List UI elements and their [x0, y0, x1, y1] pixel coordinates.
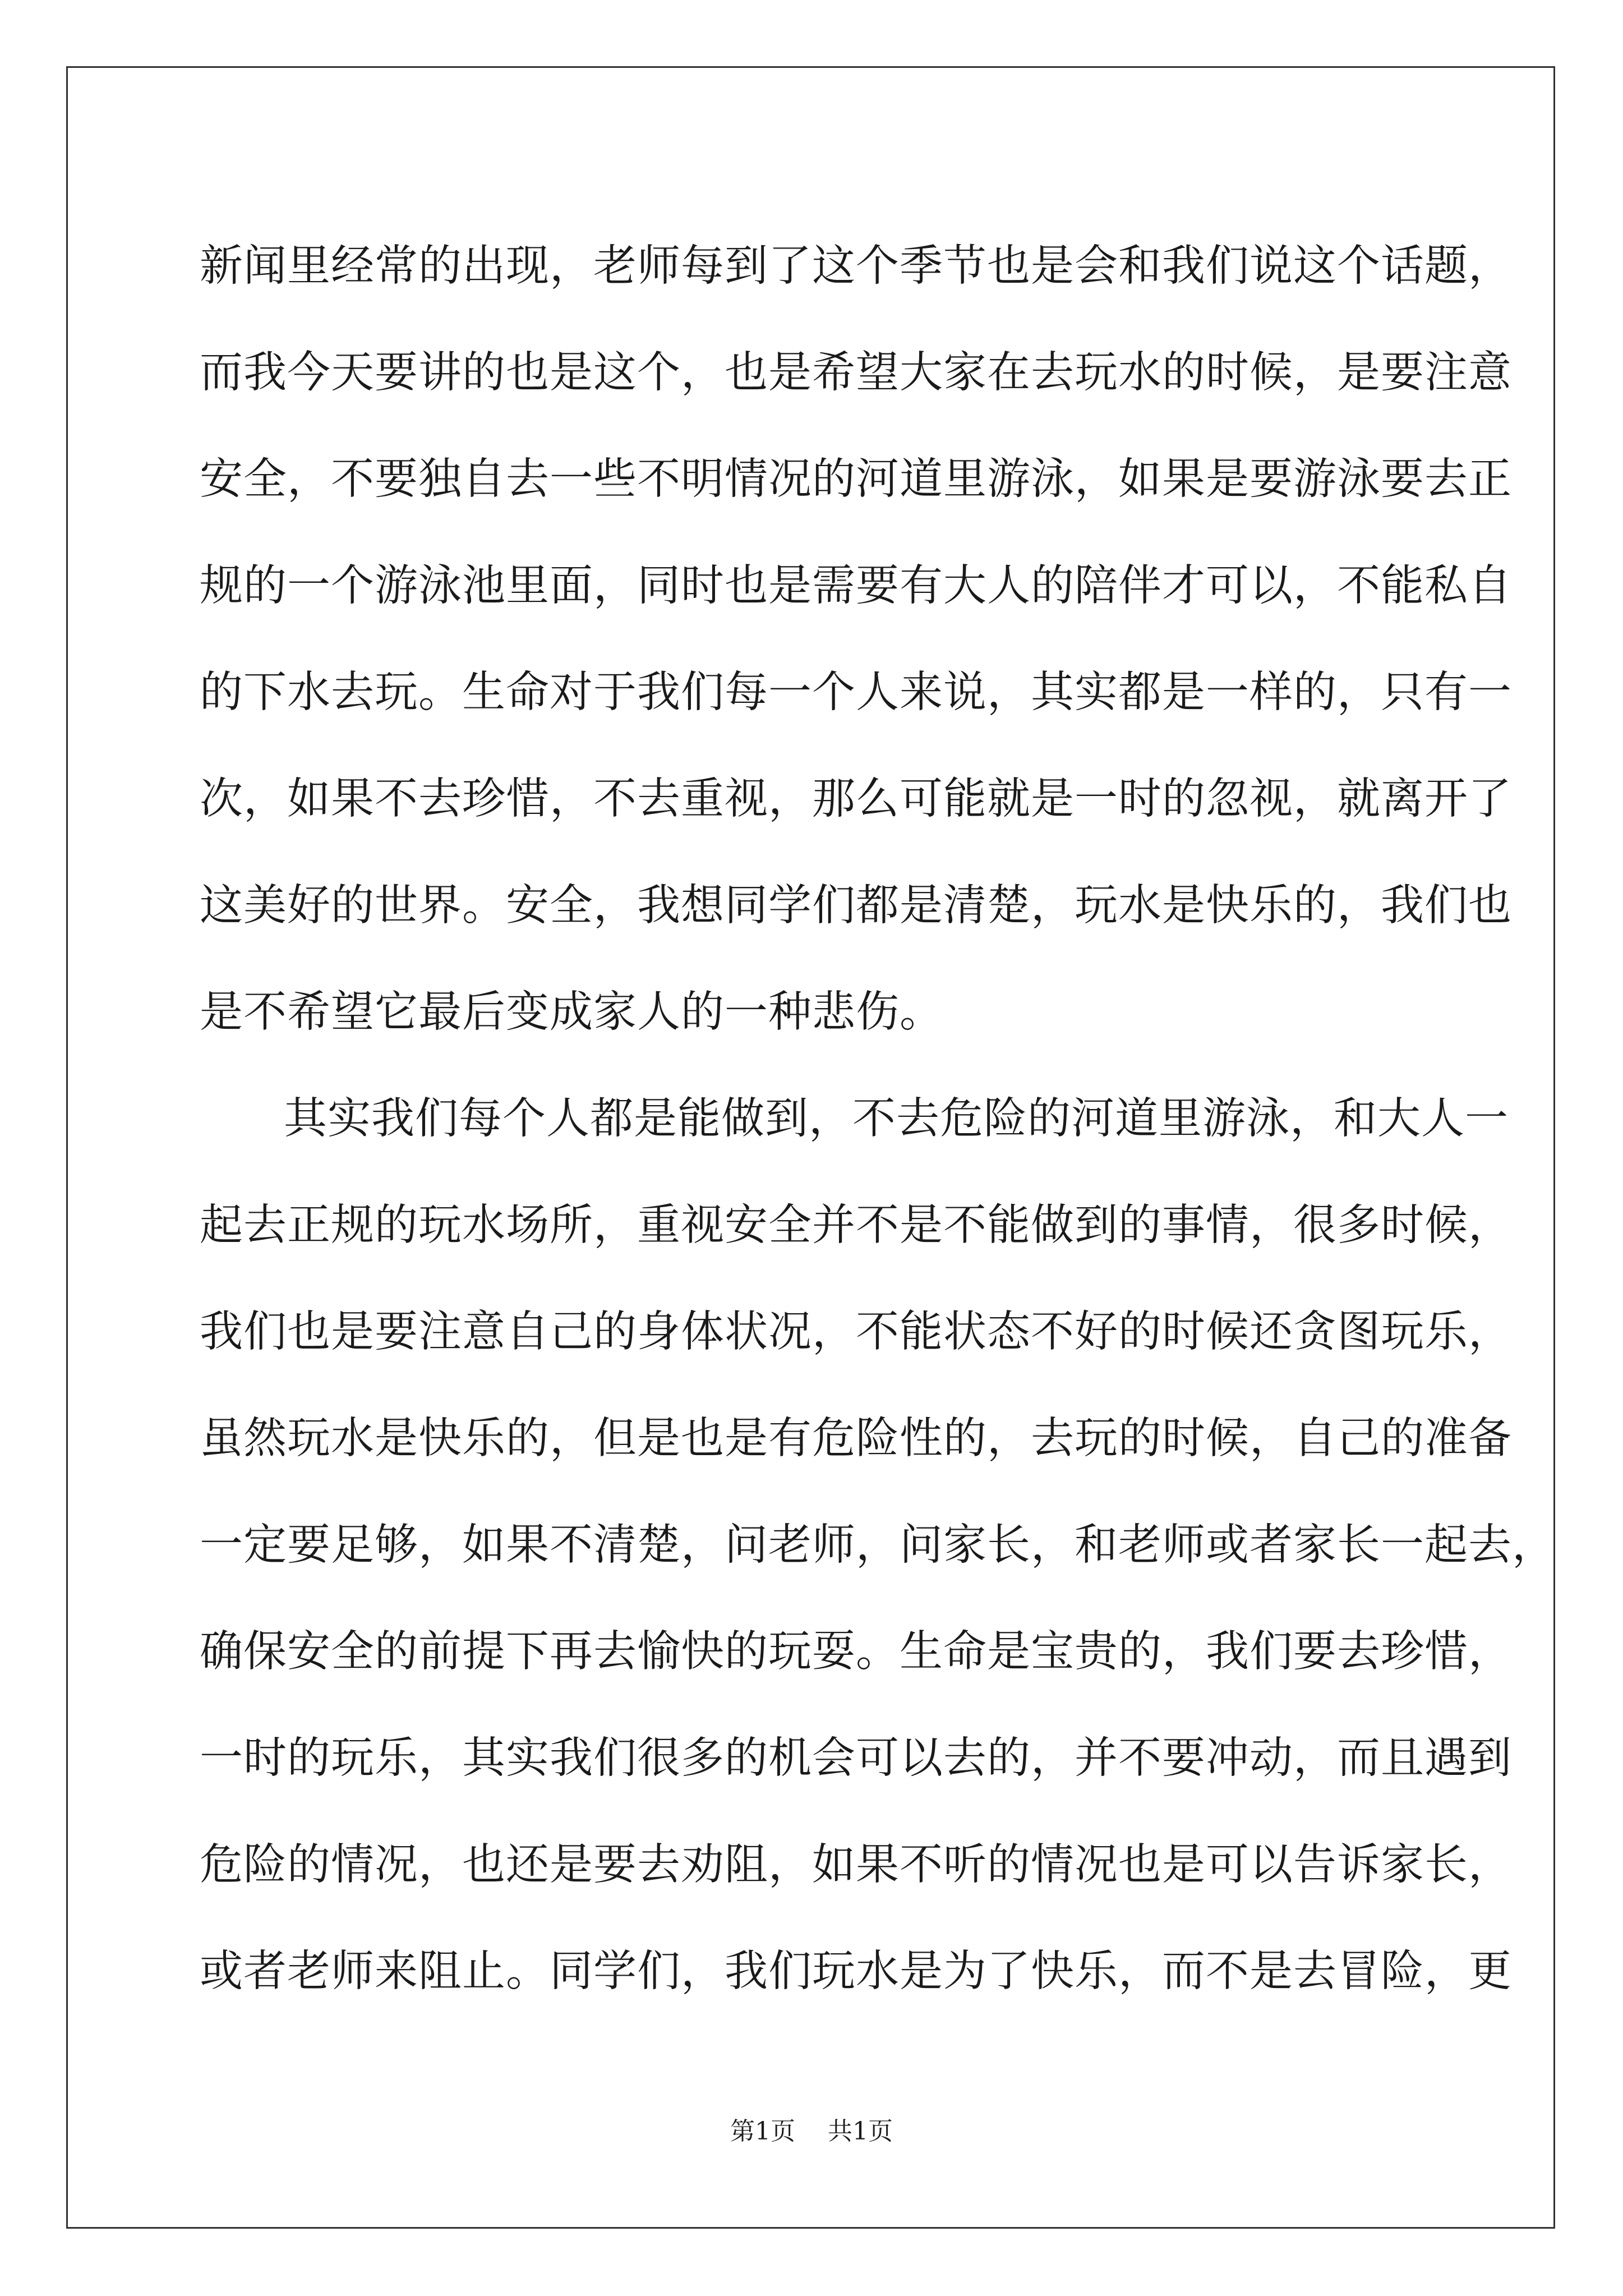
text-line: 是不希望它最后变成家人的一种悲伤。	[200, 987, 943, 1037]
text-line: 虽然玩水是快乐的，但是也是有危险性的，去玩的时候，自己的准备	[200, 1414, 1512, 1464]
text-line: 这美好的世界。安全，我想同学们都是清楚，玩水是快乐的，我们也	[200, 881, 1512, 931]
text-line: 一时的玩乐，其实我们很多的机会可以去的，并不要冲动，而且遇到	[200, 1733, 1512, 1783]
page-footer	[0, 2115, 1623, 2148]
text-line: 而我今天要讲的也是这个，也是希望大家在去玩水的时候，是要注意	[200, 348, 1512, 398]
document-body	[200, 213, 1556, 2025]
page-number: 第1页	[730, 2117, 795, 2146]
page-total: 共1页	[828, 2117, 893, 2146]
paragraph-start-line: 其实我们每个人都是能做到，不去危险的河道里游泳，和大人一	[284, 1094, 1509, 1144]
text-line: 危险的情况，也还是要去劝阻，如果不听的情况也是可以告诉家长，	[200, 1840, 1512, 1890]
text-line: 新闻里经常的出现，老师每到了这个季节也是会和我们说这个话题，	[200, 241, 1512, 291]
text-line: 起去正规的玩水场所，重视安全并不是不能做到的事情，很多时候，	[200, 1200, 1512, 1250]
text-line: 或者老师来阻止。同学们，我们玩水是为了快乐，而不是去冒险，更	[200, 1947, 1512, 1996]
text-line: 次，如果不去珍惜，不去重视，那么可能就是一时的忽视，就离开了	[200, 774, 1512, 824]
text-line: 安全，不要独自去一些不明情况的河道里游泳，如果是要游泳要去正	[200, 454, 1512, 504]
text-line: 的下水去玩。生命对于我们每一个人来说，其实都是一样的，只有一	[200, 668, 1512, 717]
text-line: 确保安全的前提下再去愉快的玩耍。生命是宝贵的，我们要去珍惜，	[200, 1627, 1512, 1677]
text-line: 规的一个游泳池里面，同时也是需要有大人的陪伴才可以，不能私自	[200, 561, 1512, 611]
text-line: 我们也是要注意自己的身体状况，不能状态不好的时候还贪图玩乐，	[200, 1307, 1512, 1357]
text-line: 一定要足够，如果不清楚，问老师，问家长，和老师或者家长一起去，	[200, 1520, 1556, 1570]
